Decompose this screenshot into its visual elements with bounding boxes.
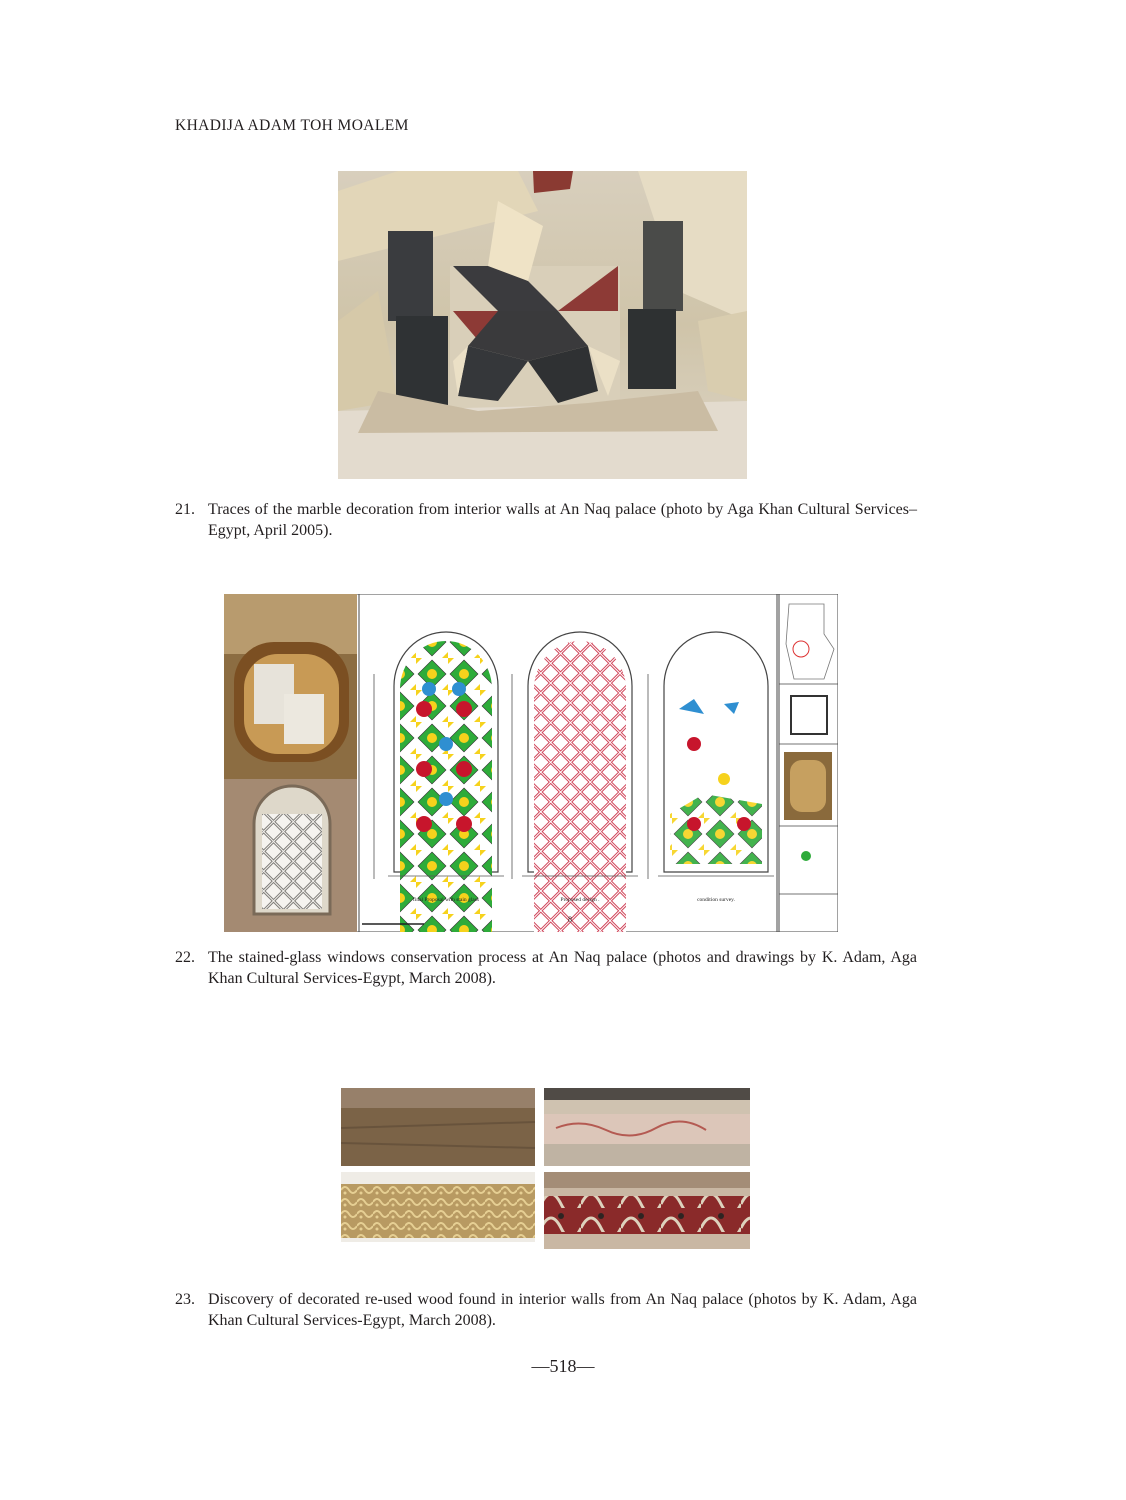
- panel-label-proposed: Proposed design .: [560, 897, 600, 903]
- figure-22-caption: [175, 947, 917, 989]
- decorated-wood-photos: [341, 1088, 750, 1249]
- figure-21-caption: [175, 499, 917, 541]
- panel-label-condition: condition survey.: [697, 897, 735, 903]
- figure-number: 22.: [175, 949, 195, 966]
- stained-glass-composite: [224, 594, 838, 932]
- caption-text: Traces of the marble decoration from interior walls at An Naq palace (photo by Aga Khan Cultural Services–Egypt, April 2005).: [208, 501, 917, 539]
- figure-number: 21.: [175, 501, 195, 518]
- page-number: —518—: [531, 1356, 595, 1376]
- figure-23-caption: [175, 1289, 917, 1331]
- figure-number: 23.: [175, 1291, 195, 1308]
- running-head: KHADIJA ADAM TOH MOALEM: [175, 117, 409, 134]
- caption-text: The stained-glass windows conservation process at An Naq palace (photos and drawings by K. Adam, Aga Khan Cultural Services-Egypt, March 2008).: [208, 949, 917, 987]
- panel-label-final: final Proposal with stain glass: [413, 897, 479, 903]
- caption-text: Discovery of decorated re-used wood found in interior walls from An Naq palace (photos by K. Adam, Aga Khan Cultural Services-Egypt, March 2008).: [208, 1291, 917, 1329]
- sheet-number: 8: [568, 915, 572, 924]
- marble-decoration-photo: [338, 171, 747, 479]
